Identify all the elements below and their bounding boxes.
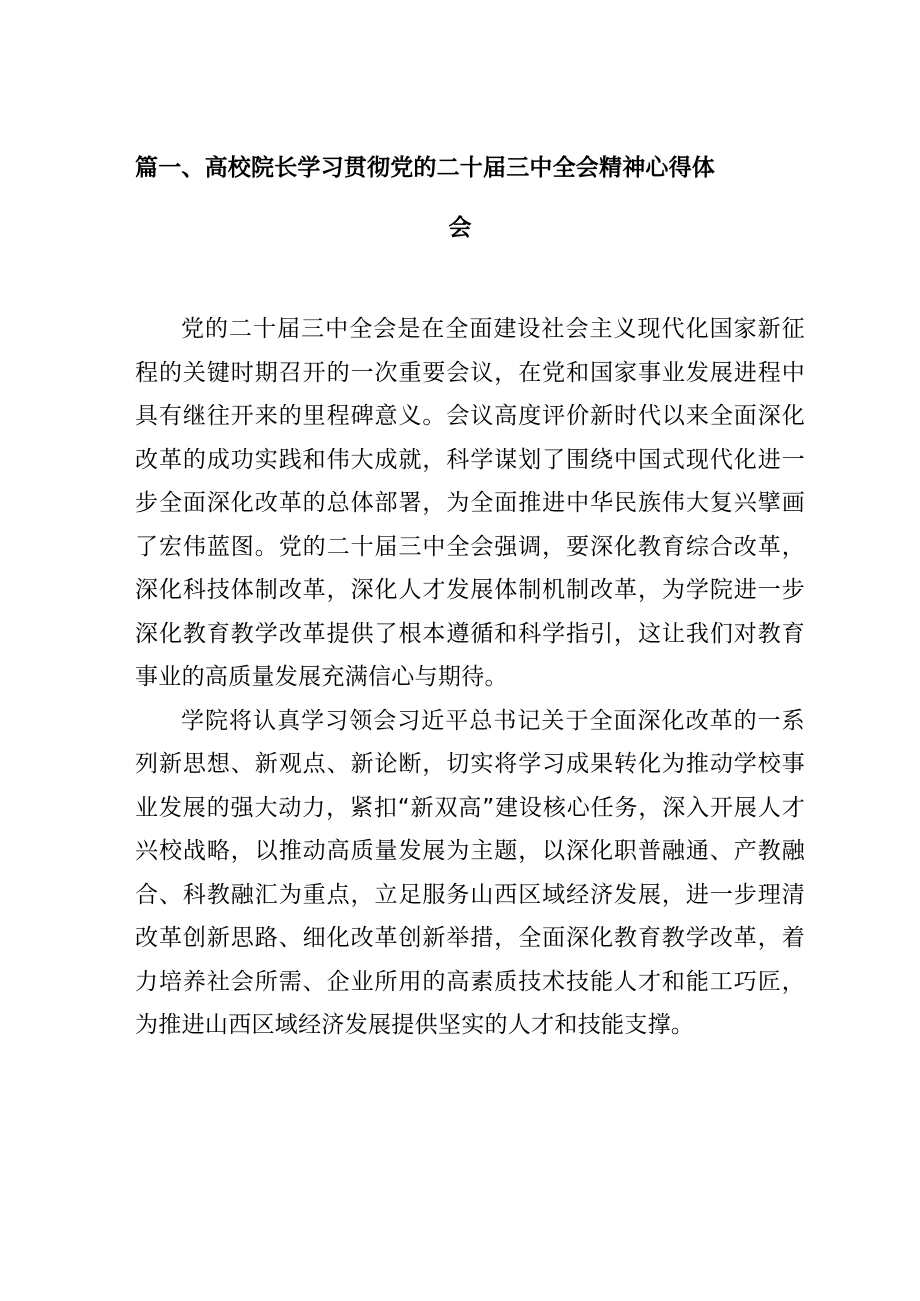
document-body: [135, 308, 805, 1048]
paragraph-1: 党的二十届三中全会是在全面建设社会主义现代化国家新征程的关键时期召开的一次重要会议，在党和国家事业发展进程中具有继往开来的里程碑意义。会议高度评价新时代以来全面深化改革的成功实践和伟大成就，科学谋划了围绕中国式现代化进一步全面深化改革的总体部署，为全面推进中华民族伟大复兴擘画了宏伟蓝图。党的二十届三中全会强调，要深化教育综合改革，深化科技体制改革，深化人才发展体制机制改革，为学院进一步深化教育教学改革提供了根本遵循和科学指引，这让我们对教育事业的高质量发展充满信心与期待。: [135, 316, 805, 690]
document-title: 篇一、高校院长学习贯彻党的二十届三中全会精神心得体: [135, 155, 715, 181]
paragraph-2: 学院将认真学习领会习近平总书记关于全面深化改革的一系列新思想、新观点、新论断，切实将学习成果转化为推动学校事业发展的强大动力，紧扣“新双高”建设核心任务，深入开展人才兴校战略，以推动高质量发展为主题，以深化职普融通、产教融合、科教融汇为重点，立足服务山西区域经济发展，进一步理清改革创新思路、细化改革创新举措，全面深化教育教学改革，着力培养社会所需、企业所用的高素质技术技能人才和能工巧匠，为推进山西区域经济发展提供坚实的人才和技能支撑。: [135, 707, 805, 1038]
document-title-continuation: 会: [448, 215, 472, 241]
